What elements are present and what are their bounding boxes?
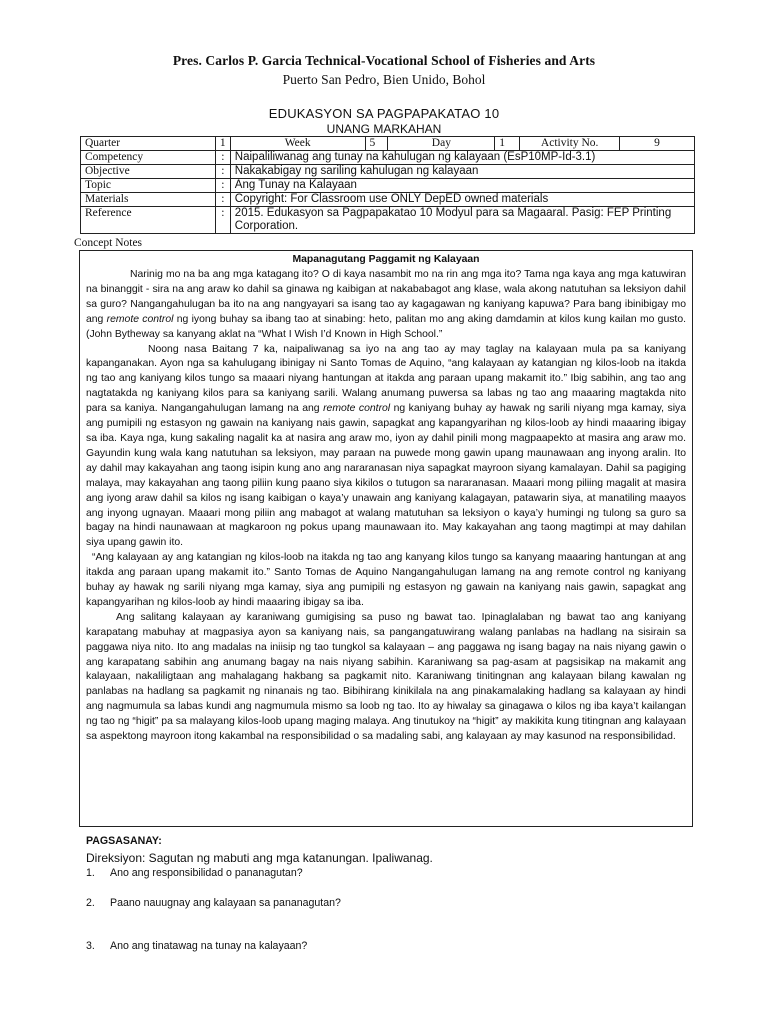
subject-title: EDUKASYON SA PAGPAPAKATAO 10 [268,106,500,121]
paragraph-1-text-b: ng iyong buhay sa ibang tao at sinabing: heto, palitan mo ang aking damdamin at kilos kung kailan mo gusto. (John Bytheway sa kanyang aklat na “What I Wish I’d Known in High School.” [86,313,686,340]
competency-row [81,151,695,165]
question-text: Paano nauugnay ang kalayaan sa pananagutan? [110,897,341,909]
materials-value: Copyright: For Classroom use ONLY DepED owned materials [230,193,694,207]
paragraph-2 [86,343,686,552]
day-value: 1 [495,137,520,151]
quarter-label: Quarter [81,137,216,151]
colon: : [215,151,230,165]
week-label: Week [230,137,365,151]
school-name: Pres. Carlos P. Garcia Technical-Vocational School of Fisheries and Arts [172,53,596,68]
reference-row [81,207,695,234]
notes-title: Mapanagutang Paggamit ng Kalayaan [292,254,480,265]
competency-value: Naipaliliwanag ang tunay na kahulugan ng kalayaan (EsP10MP-Id-3.1) [230,151,694,165]
question-number: 3. [86,940,95,952]
colon: : [215,207,230,234]
competency-label: Competency [81,151,216,165]
school-address: Puerto San Pedro, Bien Unido, Bohol [282,72,486,87]
paragraph-1-emphasis: remote control [106,313,174,325]
concept-notes-box [79,250,693,827]
question-number: 2. [86,897,95,909]
paragraph-1-text-a: Narinig mo na ba ang mga katagang ito? O di kaya nasambit mo na rin ang mga ito? Tama nga kaya ang mga katuwiran na binanggit - sira na ang araw ko dahil sa ginawa ng kaibigan at nakababagot ang klase, wala akong natutuhan sa leksiyon dahil sa guro? Nangangahulugan ba ito na ang nangyayari sa isang tao ay kagagawan ng kaniyang kapuwa? Para bang ibinibigay mo ang [86,269,686,325]
exercise-directions: Direksiyon: Sagutan ng mabuti ang mga katanungan. Ipaliwanag. [86,851,433,865]
question-text: Ano ang responsibilidad o pananagutan? [110,867,303,879]
question-text: Ano ang tinatawag na tunay na kalayaan? [110,940,308,952]
paragraph-2-emphasis: remote control [323,403,391,415]
objective-label: Objective [81,165,216,179]
exercise-section [86,834,686,952]
topic-row [81,179,695,193]
paragraph-3: “Ang kalayaan ay ang katangian ng kilos-loob na itakda ng tao ang kanyang kilos tungo sa kanyang maaaring hantungan at ang itakda ang paraan upang makamit ito.” Santo Tomas de Aquino Nangangahulugan lamang na ang remote control ng kaniyang buhay ay hawak ng sarili niyang mga kamay, siya ang pumipili ng estasyon ng gawain na kaniyang nais gawin, sapagkat ang kapangyarihan ng kilos-loob ay hindi maaaring ibigay sa iba. [86,552,686,608]
exercise-title: PAGSASANAY: [86,835,162,847]
paragraph-2-text-a: Noong nasa Baitang 7 ka, naipaliwanag sa iyo na ang tao ay may taglay na kalayaan mula pa sa kaniyang kapanganakan. Ayon nga sa kahulugang ibinigay ni Santo Tomas de Aquino, “ang kalayaan ay katangian ng kilos-loob na itakda ng tao ang kaniyang kilos tungo sa maaari niyang hantungan at itakda ang paraan upang makamit ito.” Ibig sabihin, ang tao ang nagtatakda ng kaniyang kilos para sa kaniyang sarili. Walang anumang puwersa sa labas ng tao ang maaaring magtakda nito para sa kaniya. Nangangahulugan lamang na ang [86,343,686,415]
paragraph-1 [86,268,686,343]
question-2 [86,896,341,910]
day-label: Day [388,137,495,151]
topic-label: Topic [81,179,216,193]
colon: : [215,165,230,179]
materials-row [81,193,695,207]
topic-value: Ang Tunay na Kalayaan [230,179,694,193]
activity-label: Activity No. [520,137,620,151]
paragraph-2-text-b: ng kaniyang buhay ay hawak ng sarili niyang mga kamay, siya ang pumipili ng estasyon ng gawain na kaniyang nais gawin, sapagkat ang kapangyarihan ng kilos-loob ay hindi maaaring ibigay sa iba. Kaya nga, kung sakaling nagalit ka at nasira ang araw mo, iyon ay dahil pinili mong magpaapekto at masira ang araw mo. Gayundin kung wala kang natutuhan sa leksiyon, may paraan na puwede mong gawin upang maunawaan ang inyong aralin. Ito ay dahil may kakayahan ang taong isipin kung ano ang nararanasan niya sapagkat mayroon siyang kamalayan. Dahil sa pagiging malaya, may kakayahan ang taong piliin kung paano siya kikilos o tutugon sa nararanasan. Maaari mong piliing magalit at masira ang iyong araw dahil sa kilos ng isang kaibigan o kaya’y unawain ang kaniyang kalagayan, patawarin siya, at manatiling maayos ang inyong ugnayan. Maaari mong piliin ang mabagot at walang matutuhan sa leksiyon o kaya’y humingi ng tulong sa guro sa bagay na hindi naunawaan at magkaroon ng pokus upang maunawaan ito. May kakayahan ang taong magtimpi at may dahilan siya upang gawin ito. [86,403,687,549]
week-value: 5 [365,137,388,151]
question-1 [86,866,303,880]
quarter-row [81,137,695,151]
question-3 [86,939,307,953]
quarter-title: UNANG MARKAHAN [326,122,442,136]
colon: : [215,193,230,207]
paragraph-4: Ang salitang kalayaan ay karaniwang gumigising sa puso ng bawat tao. Ipinaglalaban ng bawat tao ang kaniyang karapatang mabuhay at magpasiya ayon sa kaniyang nais, sa pangangatuwirang walang panlabas na hadlang na sisirain sa paggawa niya nito. Ito ang madalas na iniisip ng tao tungkol sa kalayaan – ang paggawa ng isang bagay na nais niyang gawin o ang karapatang sabihin ang anumang bagay na nais niyang sabihin. Karaniwang sa pag-asam at pagsisikap na makamit ang kalayaan, nakaliligtaan ang mahalagang hakbang sa pagkamit nito. Karaniwang tinitingnan ang kalayaan bilang kawalan ng panlabas na hadlang sa pagkamit ng ninanais ng tao. Bibihirang kinikilala na ang pinakamalaking hadlang sa kalayaan ay hindi ang nagmumula sa labas kundi ang nagmumula mismo sa loob ng tao. Ito ay hiwalay sa ginagawa o kilos ng iba kaya’t kailangan ng tao ng “higit” pa sa malayang kilos-loob upang maging malaya. Ang tinutukoy na “higit” ay makikita kung titingnan ang kalayaan sa aspektong mayroon itong kakambal na responsibilidad o sa madaling sabi, ang kalayaan ay may kasunod na responsibilidad. [86,611,686,743]
colon: : [215,179,230,193]
question-number: 1. [86,867,95,879]
materials-label: Materials [81,193,216,207]
info-table [80,136,695,234]
concept-notes-label: Concept Notes [74,237,143,249]
quarter-value: 1 [215,137,230,151]
objective-row [81,165,695,179]
reference-label: Reference [81,207,216,234]
reference-value: 2015. Edukasyon sa Pagpapakatao 10 Modyul para sa Magaaral. Pasig: FEP Printing Corporation. [230,207,694,234]
activity-value: 9 [620,137,695,151]
objective-value: Nakakabigay ng sariling kahulugan ng kalayaan [230,165,694,179]
